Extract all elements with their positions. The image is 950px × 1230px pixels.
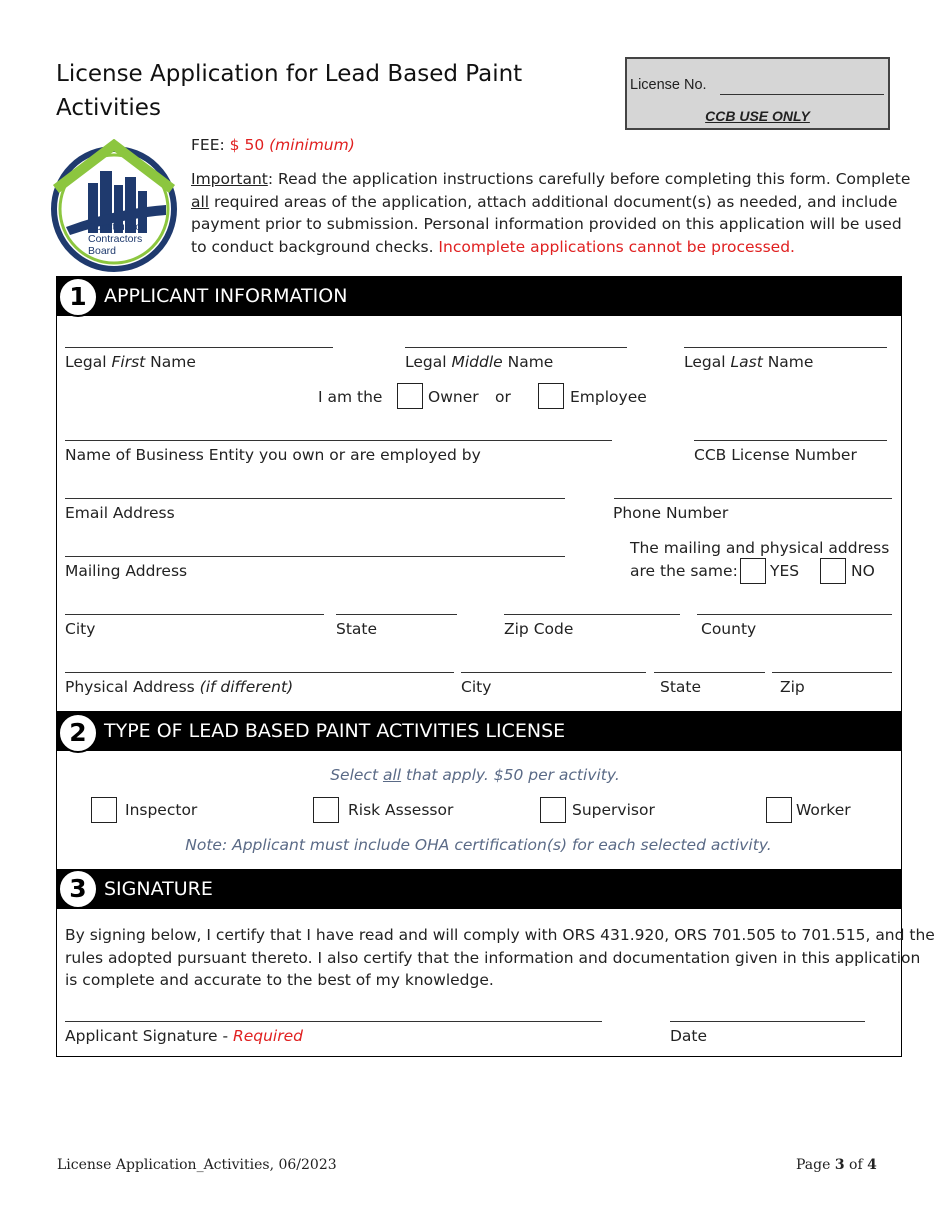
phone-label: Phone Number <box>613 504 729 522</box>
cert-line2: rules adopted pursuant thereto. I also certify that the information and documentation given in this application <box>65 948 921 967</box>
section2-number: 2 <box>58 713 98 753</box>
date-label: Date <box>670 1027 708 1045</box>
no-label: NO <box>851 562 875 580</box>
select-instructions: Select all that apply. $50 per activity. <box>330 766 620 784</box>
or-label: or <box>495 388 511 406</box>
mailing-address-label: Mailing Address <box>65 562 188 580</box>
employee-checkbox[interactable] <box>538 383 564 409</box>
email-field[interactable] <box>65 498 565 499</box>
physical-zip-field[interactable] <box>772 672 892 673</box>
same-address-no-checkbox[interactable] <box>820 558 846 584</box>
important-label: Important <box>191 170 268 188</box>
physical-address-field[interactable] <box>65 672 454 673</box>
zip-label: Zip Code <box>504 620 574 638</box>
ccb-logo <box>48 139 180 273</box>
city-label: City <box>65 620 96 638</box>
logo-line2: Contractors <box>88 233 143 245</box>
cert-line1: By signing below, I certify that I have read and will comply with ORS 431.920, ORS 701.505 to 701.515, and the <box>65 926 935 944</box>
same-address-yes-checkbox[interactable] <box>740 558 766 584</box>
owner-label: Owner <box>428 388 479 406</box>
inspector-label: Inspector <box>125 801 198 819</box>
ccb-use-only: CCB USE ONLY <box>705 108 810 124</box>
section1-title: APPLICANT INFORMATION <box>104 285 348 307</box>
supervisor-checkbox[interactable] <box>540 797 566 823</box>
incomplete-warning: Incomplete applications cannot be processed. <box>438 237 795 256</box>
risk-assessor-checkbox[interactable] <box>313 797 339 823</box>
yes-label: YES <box>770 562 800 580</box>
section3-number: 3 <box>58 869 98 909</box>
state-field[interactable] <box>336 614 457 615</box>
important-paragraph <box>191 168 910 258</box>
physical-state-field[interactable] <box>654 672 765 673</box>
section3-title: SIGNATURE <box>104 878 213 900</box>
city-field[interactable] <box>65 614 324 615</box>
physical-state-label: State <box>660 678 702 696</box>
phone-field[interactable] <box>614 498 892 499</box>
certification-text <box>65 924 935 992</box>
owner-checkbox[interactable] <box>397 383 423 409</box>
signature-field[interactable] <box>65 1021 602 1022</box>
last-name-field[interactable] <box>684 347 887 348</box>
important-text3: payment prior to submission. Personal information provided on this application will be used <box>191 215 902 233</box>
date-field[interactable] <box>670 1021 865 1022</box>
logo-line3: Board <box>88 245 117 257</box>
important-text2: required areas of the application, attach additional document(s) as needed, and include <box>209 192 898 211</box>
i-am-label: I am the <box>318 388 383 406</box>
section2-title: TYPE OF LEAD BASED PAINT ACTIVITIES LICENSE <box>104 720 566 742</box>
ccb-license-label: CCB License Number <box>694 446 857 464</box>
fee-qualifier: (minimum) <box>269 136 355 154</box>
oha-note: Note: Applicant must include OHA certification(s) for each selected activity. <box>185 836 772 854</box>
footer-form-id: License Application_Activities, 06/2023 <box>57 1157 337 1173</box>
footer-page: Page 3 of 4 <box>796 1157 877 1173</box>
same-address-question: The mailing and physical address <box>630 539 890 557</box>
cert-line3: is complete and accurate to the best of my knowledge. <box>65 971 494 989</box>
form-title-line1: License Application for Lead Based Paint <box>56 61 523 87</box>
physical-city-field[interactable] <box>461 672 646 673</box>
form-title <box>56 57 522 125</box>
supervisor-label: Supervisor <box>572 801 655 819</box>
section1-number: 1 <box>58 277 98 317</box>
physical-city-label: City <box>461 678 492 696</box>
business-name-field[interactable] <box>65 440 612 441</box>
inspector-checkbox[interactable] <box>91 797 117 823</box>
state-label: State <box>336 620 378 638</box>
worker-label: Worker <box>796 801 851 819</box>
license-no-field[interactable] <box>720 94 884 95</box>
email-label: Email Address <box>65 504 175 522</box>
important-text4: to conduct background checks. <box>191 237 439 256</box>
logo-text <box>88 221 147 257</box>
logo-line1: Construction <box>88 221 147 233</box>
fee-label: FEE: <box>191 136 225 154</box>
form-title-line2: Activities <box>56 95 161 121</box>
license-box <box>625 57 890 130</box>
business-name-label: Name of Business Entity you own or are employed by <box>65 446 481 464</box>
fee-line <box>191 136 355 155</box>
physical-zip-label: Zip <box>780 678 805 696</box>
mailing-address-field[interactable] <box>65 556 565 557</box>
fee-amount: $ 50 <box>229 136 265 154</box>
required-label: Required <box>232 1027 303 1045</box>
important-all: all <box>191 192 210 211</box>
first-name-label: Legal First Name <box>65 353 196 371</box>
middle-name-label: Legal Middle Name <box>405 353 554 371</box>
county-label: County <box>701 620 757 638</box>
license-no-label: License No. <box>630 77 707 93</box>
middle-name-field[interactable] <box>405 347 627 348</box>
last-name-label: Legal Last Name <box>684 353 814 371</box>
physical-address-label: Physical Address (if different) <box>65 678 294 696</box>
important-text1: : Read the application instructions carefully before completing this form. Complete <box>267 170 911 188</box>
county-field[interactable] <box>697 614 892 615</box>
employee-label: Employee <box>570 388 647 406</box>
first-name-field[interactable] <box>65 347 333 348</box>
signature-label: Applicant Signature - Required <box>65 1027 303 1045</box>
worker-checkbox[interactable] <box>766 797 792 823</box>
zip-field[interactable] <box>504 614 680 615</box>
same-address-question-2: are the same: <box>630 562 738 580</box>
risk-assessor-label: Risk Assessor <box>348 801 454 819</box>
ccb-license-field[interactable] <box>694 440 887 441</box>
